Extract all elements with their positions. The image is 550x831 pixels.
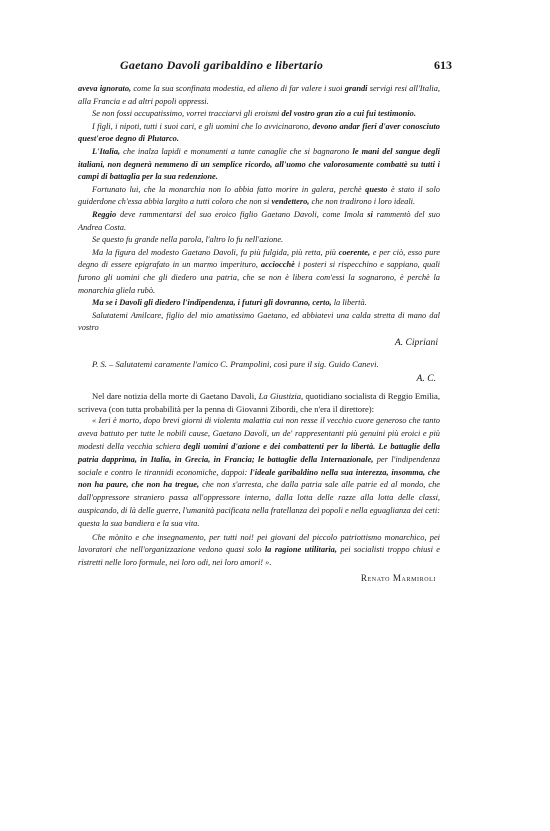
text-bold: Ma se i Davoli gli diedero l'indipendenza, i futuri gli dovranno, certo, (92, 298, 334, 308)
text: Se non fossi occupatissimo, vorrei tracciarvi gli eroismi (92, 109, 282, 119)
quote-paragraph (78, 415, 440, 530)
text-bold: vendettero, (271, 197, 310, 207)
letter-paragraph: Se questo fu grande nella parola, l'altro lo fu nell'azione. (92, 235, 284, 245)
text: per l'indipendenza sociale e contro le tirannidi economiche, dappoi: (78, 454, 440, 477)
text-bold: L'Italia, (92, 146, 121, 156)
letter-paragraph (78, 108, 440, 121)
text: Nel dare notizia della morte di Gaetano Davoli, (92, 390, 259, 401)
letter-paragraph (78, 184, 440, 209)
text: Ma la figura del modesto Gaetano Davoli, fu più fulgida, più retta, più (92, 247, 339, 257)
book-page (78, 58, 452, 584)
postscript-signature: A. C. (416, 372, 436, 384)
newspaper-name: La Giustizia, (258, 390, 304, 401)
page-header (78, 58, 452, 73)
text-bold: coerente, (338, 247, 371, 257)
letter-paragraph (78, 247, 440, 297)
letter-paragraph (78, 83, 440, 108)
text: « Ieri è morto, dopo brevi giorni di violenta malattia cui non resse il vecchio cuore generoso che tanto aveva battuto per tutte le nobili cause, Gaetano Davoli, un de' rappresentanti più genuini più eroici e più modesti della vecchia schiera (78, 416, 440, 452)
letter-paragraph (78, 209, 440, 234)
text-bold: devono andar fieri d'aver conosciuto quest'eroe degno di Plutarco. (78, 121, 440, 144)
text: Che mònito e che insegnamento, per tutti noi! pei giovani del piccolo patriottismo monarchico, pei lavoratori che nell'organizzazione vedono quasi solo (78, 532, 440, 555)
text-bold: degli uomini d'azione e dei combattenti per la libertà. Le battaglie della patria dapprima, in Italia, in Grecia, in Francia; le battaglie della Internazionale, (78, 442, 440, 464)
obituary-quote (78, 415, 440, 570)
text-bold: del vostro gran zio a cui fui testimonio. (281, 109, 416, 119)
text: quotidiano socialista di Reggio Emilia, scriveva (con tutta probabilità per la penna di Giovanni Zibordi, che n'era il direttore): (78, 390, 440, 414)
postscript (78, 358, 440, 384)
text: I figli, i nipoti, tutti i suoi cari, e gli uomini che lo avvicinarono, (92, 121, 313, 131)
text-bold: acciocchè (260, 260, 295, 270)
letter-paragraph: Salutatemi Amilcare, figlio del mio amatissimo Gaetano, ed abbiatevi una calda stretta di mano dal vostro (78, 310, 440, 333)
text-bold: l'ideale garibaldino nella sua interezza, insomma, che non ha paure, che non ha tregue, (78, 467, 440, 490)
text: rammentò del suo Andrea Costa. (78, 209, 441, 232)
obituary-author: Renato Marmiroli (360, 573, 436, 584)
text-bold: aveva ignorato, (78, 84, 132, 93)
text: che non tradirono i loro ideali. (309, 197, 416, 207)
text: servigi resi all'Italia, alla Francia e ad altri popoli oppressi. (78, 84, 441, 106)
letter-signature: A. Cipriani (394, 336, 438, 348)
letter-paragraph (78, 297, 440, 310)
postscript-text: P. S. – Salutatemi caramente l'amico C. Prampolini, così pure il sig. Guido Canevi. (92, 358, 379, 369)
text: deve rammentarsi del suo eroico figlio Gaetano Davoli, come Imola (116, 209, 368, 219)
text: che non s'arresta, che dalla patria sale alle patrie ed al mondo, che dall'oppressore straniero passa all'oppressore interno, dalla lotta delle razze alla lotta delle classi, auspicando, di là delle guerre, l'umanità pacificata nella fratellanza dei popoli e nella eguaglianza dei ceti: questa la sua bandiera e la sua vita. (78, 480, 441, 528)
text-bold: si (367, 209, 373, 219)
letter-body (78, 83, 440, 348)
text-bold: Reggio (92, 209, 117, 219)
text: che inalza lapidi e monumenti a tante canaglie che si bagnarono (120, 146, 353, 156)
text-bold: la ragione utilitaria, (264, 545, 337, 555)
obituary-intro (78, 390, 440, 416)
obituary-section (78, 390, 440, 583)
text: è stato il solo guiderdone ch'essa abbia largito a tutti coloro che non si (78, 184, 440, 207)
text: la libertà. (333, 298, 367, 308)
text: e per ciò, esso pure degno di essere epigrafato in un marmo imperituro, (78, 247, 441, 270)
text: pei socialisti troppo chiusi e ristretti nelle loro formule, nei loro odi, nei loro amori! ». (78, 545, 440, 568)
text-bold: le mani del sangue degli italiani, non degnerà nemmeno di un semplice ricordo, all'uomo che valorosamente combattè su tutti i campi di battaglia per la sua redenzione. (78, 146, 440, 182)
letter-paragraph (78, 146, 440, 184)
page-number: 613 (434, 58, 452, 72)
text: Fortunato lui, che la monarchia non lo abbia fatto morire in galera, perchè (92, 184, 366, 194)
text-bold: grandi (344, 84, 368, 93)
quote-paragraph (78, 532, 440, 570)
running-title: Gaetano Davoli garibaldino e libertario (120, 58, 324, 72)
letter-paragraph (78, 121, 440, 146)
text: i posteri si rispecchino e sappiano, quali furono gli uomini che gli diedero una patria, che se non è libera com'essi la sognarono, è perchè la monarchia gliela rubò. (78, 260, 440, 295)
text: come la sua sconfinata modestia, ed alieno di far valere i suoi (131, 84, 345, 93)
text-bold: questo (365, 184, 388, 194)
